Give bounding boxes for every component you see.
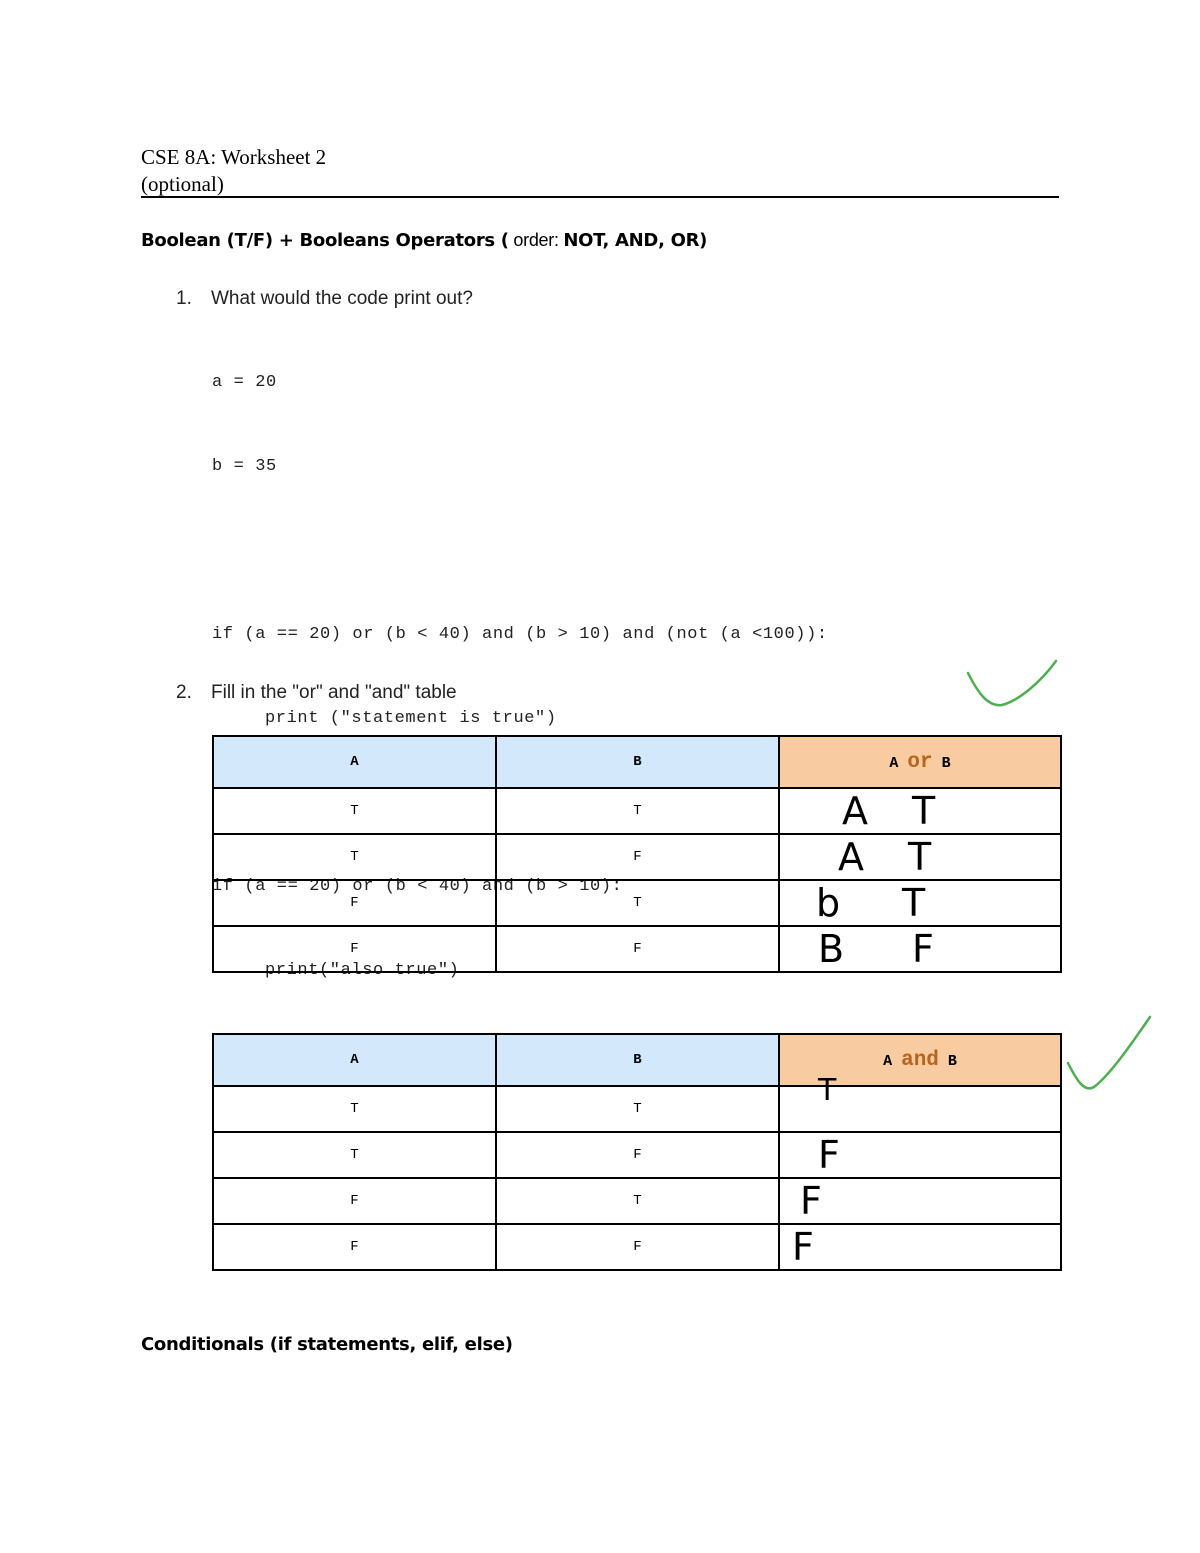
table-header-row: [213, 1034, 1061, 1086]
question-1: [176, 288, 473, 310]
table-row: [213, 788, 1061, 834]
column-header-a: A: [213, 1034, 496, 1086]
cell-a: F: [213, 926, 496, 972]
op-left: A: [883, 1052, 902, 1070]
column-header-a: A: [213, 736, 496, 788]
handwritten-answer: T: [908, 835, 932, 879]
table-row: [213, 1086, 1061, 1132]
handwritten-answer: F: [792, 1225, 814, 1269]
or-truth-table: [212, 735, 1062, 973]
code-line: print("also true"): [265, 961, 460, 980]
table-header-row: [213, 736, 1061, 788]
question-2: [176, 682, 457, 704]
table-row: [213, 926, 1061, 972]
code-line: a = 20: [212, 373, 277, 392]
code-line: if (a == 20) or (b < 40) and (b > 10) and (not (a <100)):: [212, 625, 828, 644]
question-1-prompt: What would the code print out?: [211, 288, 473, 309]
handwritten-answer: T: [912, 789, 936, 833]
check-mark-icon: [1062, 1013, 1157, 1098]
check-mark-icon: [960, 655, 1065, 715]
cell-b: F: [496, 926, 779, 972]
question-1-number: 1.: [176, 288, 192, 309]
handwritten-answer: A: [838, 835, 864, 879]
question-2-prompt: Fill in the "or" and "and" table: [211, 682, 457, 703]
table-row: [213, 834, 1061, 880]
heading-bold-part: Boolean (T/F) + Booleans Operators (: [141, 230, 509, 251]
op-right: B: [938, 1052, 957, 1070]
answer-cell[interactable]: [779, 834, 1061, 880]
cell-b: T: [496, 788, 779, 834]
handwritten-answer: F: [912, 927, 934, 971]
cell-b: T: [496, 1178, 779, 1224]
handwritten-answer: b: [816, 881, 841, 925]
handwritten-answer: F: [800, 1179, 822, 1223]
cell-b: F: [496, 1132, 779, 1178]
heading-bold-end: NOT, AND, OR): [563, 230, 708, 251]
handwritten-answer: B: [818, 927, 845, 971]
table-row: [213, 1224, 1061, 1270]
handwritten-answer: T: [902, 881, 926, 925]
code-line: if (a == 20) or (b < 40) and (b > 10):: [212, 877, 623, 896]
answer-cell[interactable]: [779, 788, 1061, 834]
section-heading-conditionals: Conditionals (if statements, elif, else): [141, 1334, 513, 1355]
cell-b: F: [496, 1224, 779, 1270]
cell-b: T: [496, 1086, 779, 1132]
column-header-b: B: [496, 736, 779, 788]
cell-a: F: [213, 1224, 496, 1270]
op-right: B: [932, 754, 951, 772]
answer-cell[interactable]: [779, 880, 1061, 926]
op-left: A: [889, 754, 908, 772]
handwritten-answer: A: [842, 789, 868, 833]
cell-a: F: [213, 1178, 496, 1224]
table-row: [213, 1178, 1061, 1224]
worksheet-title: [141, 144, 326, 198]
section-heading-booleans: [141, 230, 707, 251]
cell-b: T: [496, 880, 779, 926]
answer-cell[interactable]: [779, 926, 1061, 972]
table-row: [213, 880, 1061, 926]
column-header-a-or-b: [779, 736, 1061, 788]
title-line-1: CSE 8A: Worksheet 2: [141, 145, 327, 169]
table-row: [213, 1132, 1061, 1178]
handwritten-answer: T: [818, 1073, 837, 1108]
cell-a: T: [213, 1086, 496, 1132]
heading-normal-part: order:: [508, 230, 564, 250]
cell-a: T: [213, 788, 496, 834]
code-line: print ("statement is true"): [265, 709, 557, 728]
op-keyword: and: [901, 1048, 939, 1072]
answer-cell[interactable]: [779, 1132, 1061, 1178]
handwritten-answer: F: [818, 1133, 840, 1177]
cell-a: F: [213, 880, 496, 926]
answer-cell[interactable]: [779, 1178, 1061, 1224]
code-line: [212, 537, 828, 565]
question-2-number: 2.: [176, 682, 192, 703]
answer-cell[interactable]: [779, 1073, 1061, 1132]
and-truth-table: [212, 1033, 1062, 1271]
cell-b: F: [496, 834, 779, 880]
code-line: b = 35: [212, 457, 277, 476]
op-keyword: or: [907, 750, 933, 774]
answer-cell[interactable]: [779, 1224, 1061, 1270]
cell-a: T: [213, 834, 496, 880]
title-divider: [141, 196, 1059, 198]
column-header-b: B: [496, 1034, 779, 1086]
title-line-2: (optional): [141, 172, 224, 196]
cell-a: T: [213, 1132, 496, 1178]
